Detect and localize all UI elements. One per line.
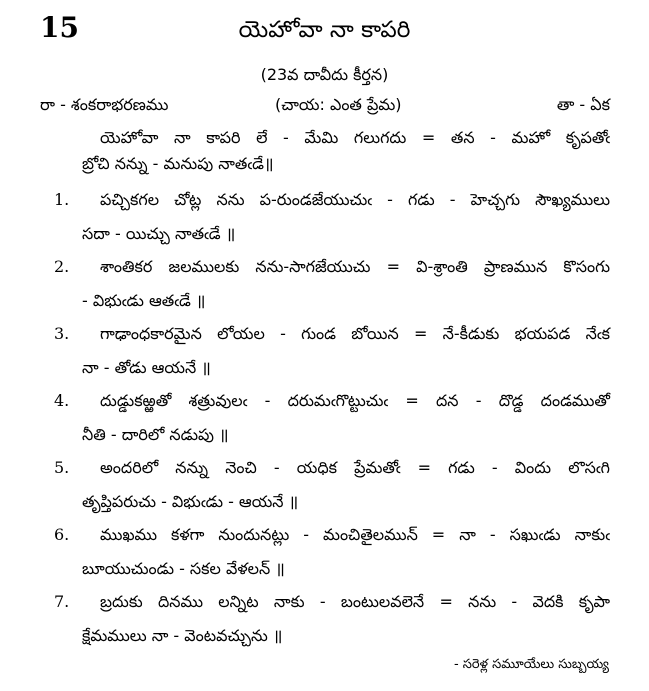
stanza-line-1: ముఖము కళగా నుందునట్లు - మంచితైలమున్ = నా - సఖుఁడు నాకుఁ [100, 525, 610, 544]
stanza-line-2: నీతి - దారిలో నడుపు ॥ [82, 425, 229, 444]
tune-reference: (చాయ: ఎంత ప్రేమ) [275, 95, 402, 114]
stanza-6 [40, 522, 610, 576]
stanza-line-1: అందరిలో నన్ను నెంచి - యధిక ప్రేమతోఁ = గడు - విందు లొసఁగి [100, 458, 610, 477]
stanza-number: 5. [54, 458, 70, 477]
stanza-line-2: నా - తోడు ఆయనే ॥ [82, 358, 211, 377]
stanza-line-1: బ్రదుకు దినము లన్నిట నాకు - బంటులవలెనే = నను - వెదకి కృపా [100, 592, 610, 611]
pallavi-line-1: యెహోవా నా కాపరి లే - మేమి గలుగదు = తన - మహో కృపతోఁ [100, 128, 610, 147]
stanza-number: 7. [54, 592, 70, 611]
stanza-number: 3. [54, 324, 70, 343]
stanza-line-2: సదా - యిచ్చు నాతఁడే ॥ [82, 224, 236, 243]
stanza-line-1: పచ్చికగల చోట్ల నను ప-రుండజేయుచుఁ - గడు - హెచ్చగు సౌఖ్యములు [100, 190, 610, 209]
stanza-line-1: దుడ్డుకఱ్ఱతో శత్రువులఁ - దరుమఁగొట్టుచుఁ = దన - దొడ్డ దండముతో [100, 391, 610, 410]
stanza-line-2: క్షేమములు నా - వెంటవచ్చును ॥ [82, 626, 283, 645]
raga-tala-row [40, 93, 610, 117]
stanza-number: 6. [54, 525, 70, 544]
stanza-number: 4. [54, 391, 70, 410]
stanza-7 [40, 589, 610, 643]
stanza-2 [40, 254, 610, 308]
stanza-4 [40, 388, 610, 442]
stanza-line-1: శాంతికర జలములకు నను-సాగజేయుచు = వి-శ్రాంతి ప్రాణమున కొసంగు [100, 257, 610, 276]
hymn-subtitle: (23వ దావీదు కీర్తన) [260, 65, 389, 84]
stanza-line-2: తృప్తిపరుచు - విభుఁడు - ఆయనే ॥ [82, 492, 299, 511]
author-credit: - సరెళ్ల సమూయేలు సుబ్బయ్య [453, 657, 609, 672]
stanza-line-2: బూయుచుండు - సకల వేళలన్ ॥ [82, 559, 285, 578]
hymn-title: యెహోవా నా కాపరి [238, 17, 411, 43]
stanza-line-2: - విభుఁడు ఆతఁడే ॥ [82, 291, 206, 310]
stanza-number: 1. [54, 190, 70, 209]
tala-label: తా - ఏక [556, 95, 610, 114]
hymn-number: 15 [40, 11, 79, 44]
stanza-line-1: గాఢాంధకారమైన లోయల - గుండ బోయిన = నే-కీడుకు భయపడ నేఁక [100, 324, 610, 343]
raga-label: రా - శంకరాభరణము [40, 95, 169, 114]
stanza-3 [40, 321, 610, 375]
pallavi-line-2: బ్రోచి నన్ను - మనుపు నాతఁడే॥ [82, 154, 274, 173]
stanza-number: 2. [54, 257, 70, 276]
stanza-1 [40, 187, 610, 241]
stanza-5 [40, 455, 610, 509]
